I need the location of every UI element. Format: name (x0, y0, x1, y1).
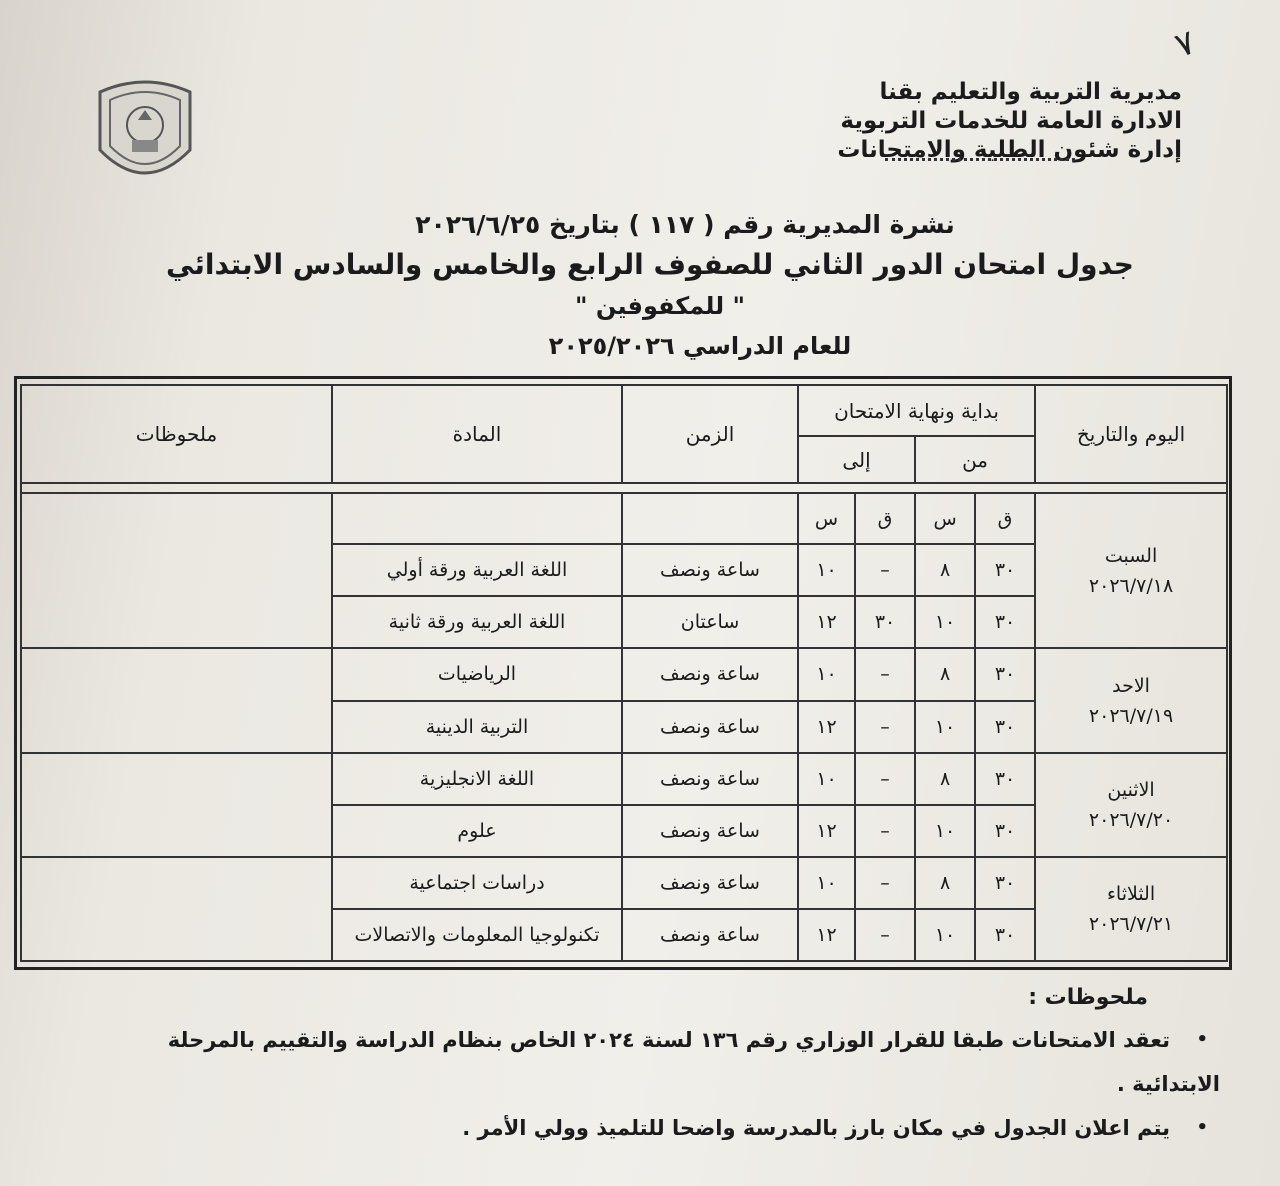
note-continuation (30, 1062, 1220, 1106)
day-date: ٢٠٢٦/٧/١٩ (1088, 704, 1174, 727)
subject: الرياضيات (332, 648, 622, 700)
from-hour: ٨ (915, 648, 975, 700)
table-row (21, 753, 1227, 805)
to-hour: ١٢ (798, 701, 855, 753)
bullet-icon: • (1196, 1029, 1208, 1050)
subject: علوم (332, 805, 622, 857)
note-text: يتم اعلان الجدول في مكان بارز بالمدرسة واضحا للتلميذ وولي الأمر . (462, 1116, 1170, 1140)
header-day-date: اليوم والتاريخ (1035, 385, 1227, 483)
unit-row-subject-blank (332, 493, 622, 544)
corner-handwritten-mark: ٧ (1169, 22, 1201, 66)
notes-cell (21, 857, 332, 961)
day-cell (1035, 857, 1227, 961)
header-line-department: إدارة شئون الطلبة والامتحانات (837, 137, 1182, 163)
notes-cell (21, 648, 332, 752)
day-name: الاحد (1112, 674, 1150, 697)
subject: اللغة العربية ورقة ثانية (332, 596, 622, 648)
to-hour: ١٢ (798, 596, 855, 648)
directorate-header (762, 78, 1182, 165)
from-minute: ٣٠ (975, 596, 1035, 648)
header-to: إلى (798, 436, 915, 483)
notes-section (30, 978, 1220, 1150)
header-line-directorate: مديرية التربية والتعليم بقنا (879, 79, 1182, 105)
header-from: من (915, 436, 1035, 483)
day-name: الاثنين (1107, 778, 1155, 801)
to-minute: – (855, 753, 915, 805)
to-minute: – (855, 909, 915, 961)
from-minute: ٣٠ (975, 648, 1035, 700)
from-minute: ٣٠ (975, 544, 1035, 596)
subject: التربية الدينية (332, 701, 622, 753)
to-minute: – (855, 648, 915, 700)
duration: ساعة ونصف (622, 544, 798, 596)
from-hour: ١٠ (915, 909, 975, 961)
to-minute: ٣٠ (855, 596, 915, 648)
duration: ساعة ونصف (622, 648, 798, 700)
header-notes: ملحوظات (21, 385, 332, 483)
subject: اللغة الانجليزية (332, 753, 622, 805)
bulletin-number: نشرة المديرية رقم ( ١١٧ ) بتاريخ ٢٠٢٦/٦/٢٥ (415, 210, 955, 239)
duration: ساعة ونصف (622, 909, 798, 961)
from-minute: ٣٠ (975, 805, 1035, 857)
to-hour: ١٠ (798, 753, 855, 805)
audience-label: " للمكفوفين " (574, 292, 745, 320)
note-text: تعقد الامتحانات طبقا للقرار الوزاري رقم ١٣٦ لسنة ٢٠٢٤ الخاص بنظام الدراسة والتقييم بالمرحلة (167, 1028, 1170, 1052)
from-hour: ١٠ (915, 701, 975, 753)
from-minute: ٣٠ (975, 753, 1035, 805)
from-hour: ١٠ (915, 805, 975, 857)
duration: ساعة ونصف (622, 701, 798, 753)
duration: ساعتان (622, 596, 798, 648)
day-name: السبت (1104, 544, 1158, 567)
unit-row-duration-blank (622, 493, 798, 544)
to-hour: ١٠ (798, 857, 855, 909)
header-exam-span: بداية ونهاية الامتحان (798, 385, 1035, 436)
note-text-continued: الابتدائية . (1116, 1072, 1220, 1096)
to-hour: ١٢ (798, 805, 855, 857)
to-hour: ١٢ (798, 909, 855, 961)
from-minute: ٣٠ (975, 857, 1035, 909)
unit-to-minute: ق (855, 493, 915, 544)
ministry-seal-icon (92, 70, 198, 196)
header-line-administration: الادارة العامة للخدمات التربوية (840, 108, 1182, 134)
schedule-title: جدول امتحان الدور الثاني للصفوف الرابع والخامس والسادس الابتدائي (166, 248, 1134, 281)
duration: ساعة ونصف (622, 753, 798, 805)
subject: تكنولوجيا المعلومات والاتصالات (332, 909, 622, 961)
day-cell (1035, 648, 1227, 752)
subject: دراسات اجتماعية (332, 857, 622, 909)
from-minute: ٣٠ (975, 701, 1035, 753)
day-name: الثلاثاء (1106, 882, 1156, 905)
unit-from-hour: س (915, 493, 975, 544)
table-row (21, 857, 1227, 909)
from-hour: ١٠ (915, 596, 975, 648)
to-hour: ١٠ (798, 648, 855, 700)
table-row (21, 648, 1227, 700)
header-underline (885, 158, 1075, 161)
header-gap (21, 483, 1227, 493)
header-subject: المادة (332, 385, 622, 483)
academic-year: للعام الدراسي ٢٠٢٥/٢٠٢٦ (548, 332, 852, 360)
note-item (30, 1018, 1210, 1062)
to-minute: – (855, 701, 915, 753)
to-hour: ١٠ (798, 544, 855, 596)
header-duration: الزمن (622, 385, 798, 483)
duration: ساعة ونصف (622, 857, 798, 909)
unit-to-hour: س (798, 493, 855, 544)
note-item (30, 1106, 1210, 1150)
day-cell (1035, 493, 1227, 648)
from-minute: ٣٠ (975, 909, 1035, 961)
from-hour: ٨ (915, 857, 975, 909)
day-date: ٢٠٢٦/٧/٢١ (1088, 912, 1174, 935)
subject: اللغة العربية ورقة أولي (332, 544, 622, 596)
day-date: ٢٠٢٦/٧/٢٠ (1088, 808, 1174, 831)
from-hour: ٨ (915, 753, 975, 805)
notes-title: ملحوظات : (1028, 985, 1148, 1010)
day-date: ٢٠٢٦/٧/١٨ (1088, 574, 1174, 597)
notes-cell (21, 753, 332, 857)
document-titles (0, 210, 1280, 372)
day-cell (1035, 753, 1227, 857)
to-minute: – (855, 544, 915, 596)
from-hour: ٨ (915, 544, 975, 596)
to-minute: – (855, 805, 915, 857)
to-minute: – (855, 857, 915, 909)
unit-from-minute: ق (975, 493, 1035, 544)
bullet-icon: • (1196, 1117, 1208, 1138)
duration: ساعة ونصف (622, 805, 798, 857)
notes-cell (21, 493, 332, 648)
exam-schedule-table (20, 384, 1228, 962)
